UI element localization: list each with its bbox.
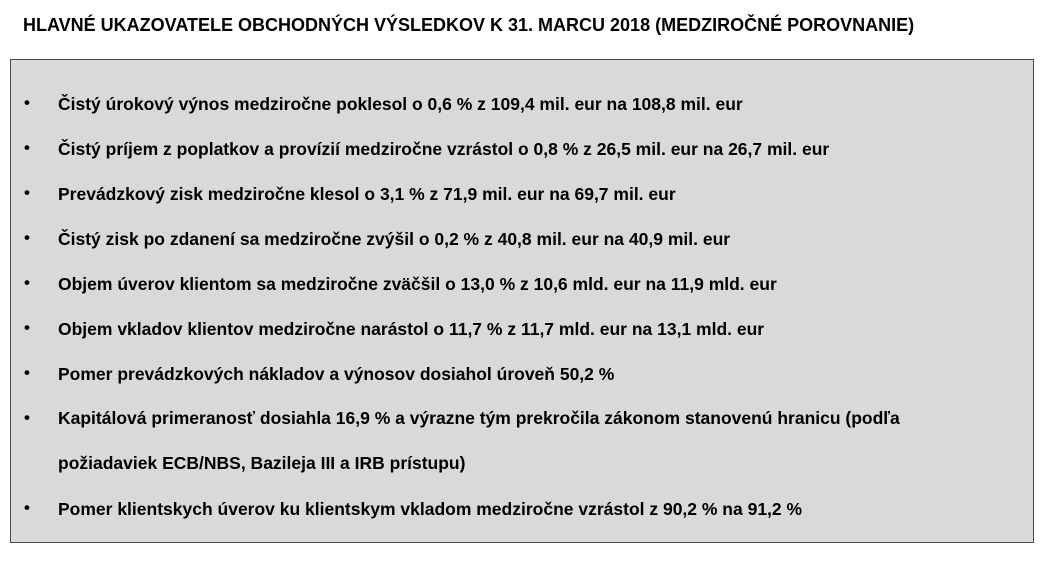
bullet-icon: •	[24, 93, 30, 112]
list-item-text: Objem úverov klientom sa medziročne zväčšil o 13,0 % z 10,6 mld. eur na 11,9 mld. eur	[58, 274, 777, 294]
bullet-icon: •	[24, 498, 30, 517]
bullet-icon: •	[24, 138, 30, 157]
list-item-text: Pomer prevádzkových nákladov a výnosov dosiahol úroveň 50,2 %	[58, 364, 615, 384]
results-box	[10, 59, 1034, 543]
list-item-text: Kapitálová primeranosť dosiahla 16,9 % a výrazne tým prekročila zákonom stanovenú hranicu (podľa požiadaviek ECB/NBS, Bazileja III a IRB prístupu)	[58, 408, 900, 473]
list-item-text: Čistý úrokový výnos medziročne poklesol o 0,6 % z 109,4 mil. eur na 108,8 mil. eur	[58, 94, 743, 114]
list-item-text: Čistý príjem z poplatkov a provízií medziročne vzrástol o 0,8 % z 26,5 mil. eur na 26,7 mil. eur	[58, 139, 830, 159]
bullet-icon: •	[24, 363, 30, 382]
list-item-text: Pomer klientskych úverov ku klientskym vkladom medziročne vzrástol z 90,2 % na 91,2 %	[58, 499, 803, 519]
bullet-icon: •	[24, 183, 30, 202]
document-title: HLAVNÉ UKAZOVATELE OBCHODNÝCH VÝSLEDKOV K 31. MARCU 2018 (MEDZIROČNÉ POROVNANIE)	[23, 15, 915, 35]
bullet-icon: •	[24, 228, 30, 247]
bullet-icon: •	[24, 408, 30, 427]
list-item-text: Prevádzkový zisk medziročne klesol o 3,1 % z 71,9 mil. eur na 69,7 mil. eur	[58, 184, 676, 204]
bullet-icon: •	[24, 273, 30, 292]
bullet-icon: •	[24, 318, 30, 337]
list-item-text: Čistý zisk po zdanení sa medziročne zvýšil o 0,2 % z 40,8 mil. eur na 40,9 mil. eur	[58, 229, 731, 249]
list-item-text: Objem vkladov klientov medziročne narástol o 11,7 % z 11,7 mld. eur na 13,1 mld. eur	[58, 319, 765, 339]
